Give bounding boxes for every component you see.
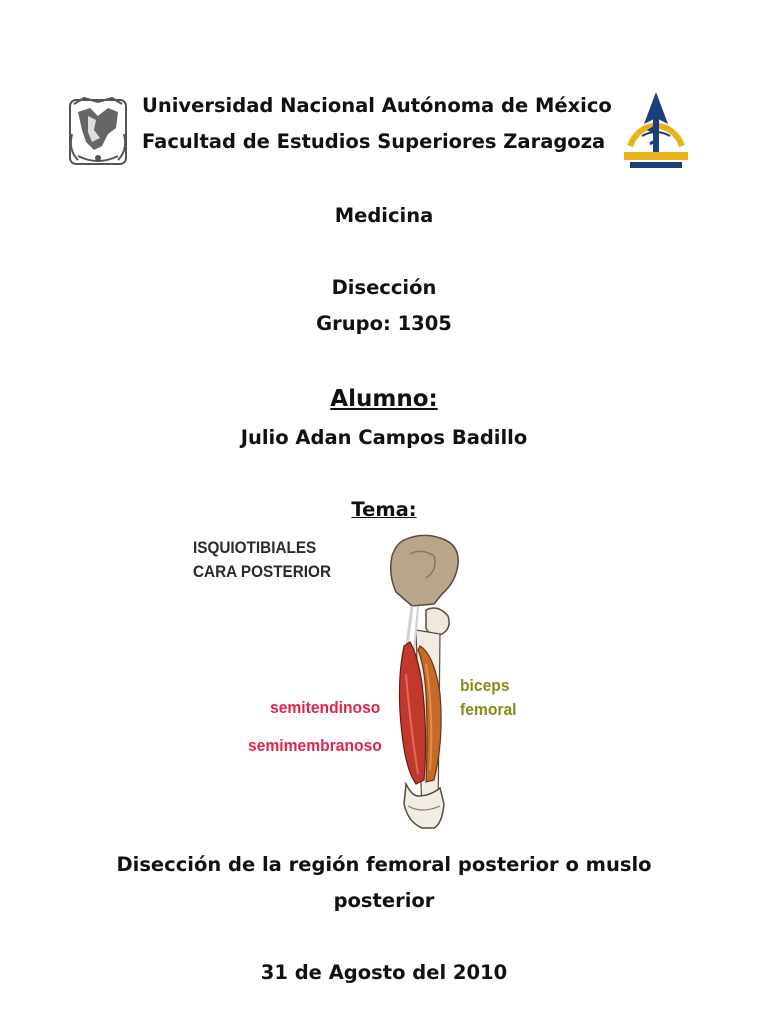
student-label: Alumno: — [330, 386, 438, 412]
student-name: Julio Adan Campos Badillo — [240, 426, 528, 449]
figure-heading-2: CARA POSTERIOR — [193, 562, 331, 581]
topic-title-line-2: posterior — [333, 889, 435, 912]
figure-heading-1: ISQUIOTIBIALES — [193, 538, 317, 557]
unam-seal-icon — [64, 94, 132, 170]
label-semimembranoso: semimembranoso — [248, 736, 382, 755]
document-date: 31 de Agosto del 2010 — [260, 961, 508, 984]
hamstring-illustration — [186, 534, 542, 830]
label-femoral: femoral — [460, 700, 517, 719]
faculty-name: Facultad de Estudios Superiores Zaragoza — [142, 130, 606, 153]
university-name: Universidad Nacional Autónoma de México — [142, 94, 612, 117]
topic-label: Tema: — [351, 498, 417, 521]
subject-name: Disección — [331, 276, 437, 299]
label-semitendinoso: semitendinoso — [270, 698, 381, 717]
career-name: Medicina — [334, 204, 434, 227]
pelvis-bone — [391, 535, 459, 606]
label-biceps: biceps — [460, 676, 510, 695]
topic-title-line-1: Disección de la región femoral posterior o muslo — [116, 853, 652, 876]
group-number: Grupo: 1305 — [316, 312, 452, 335]
fes-zaragoza-medicina-logo-icon — [620, 88, 692, 170]
